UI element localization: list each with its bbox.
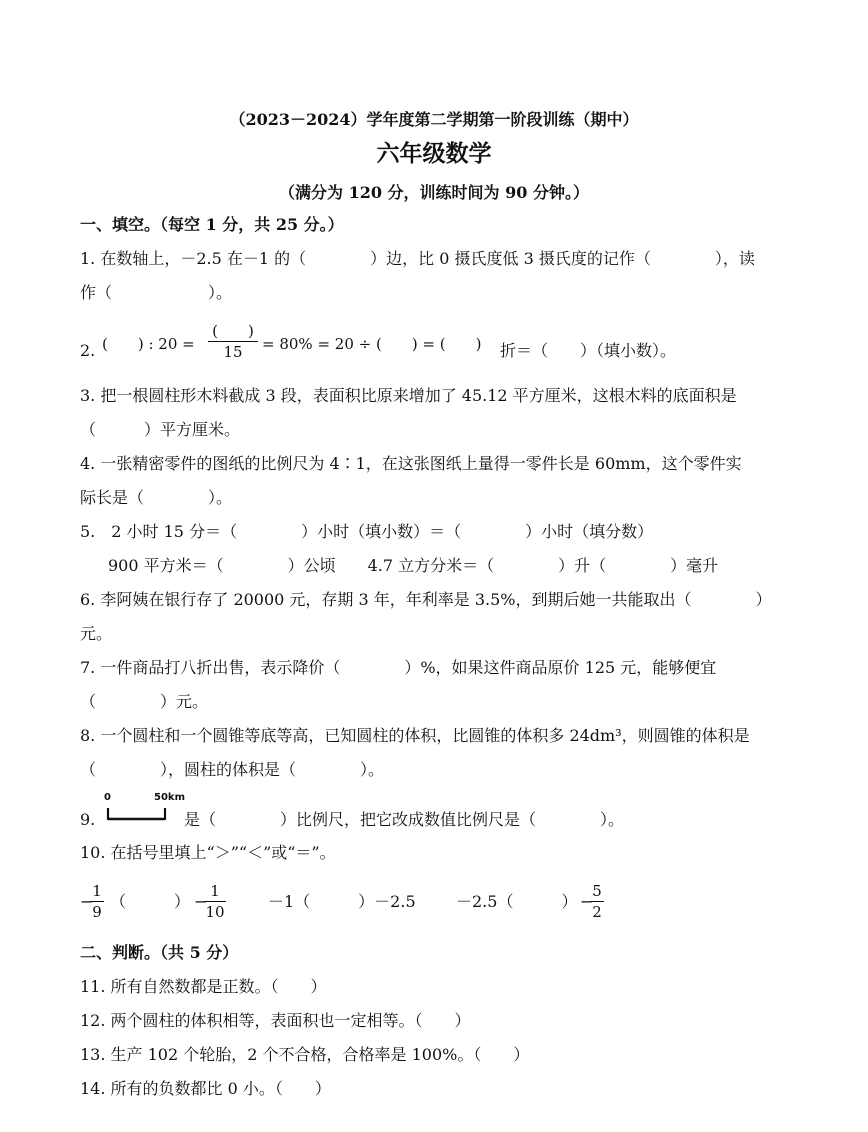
q3-line1: 3. 把一根圆柱形木料截成 3 段，表面积比原来增加了 45.12 平方厘米，这根木料的底面积是 (80, 386, 737, 405)
q10-comparison-4: －2.5（ ） (456, 892, 578, 911)
q10-frac2-numerator: 1 (210, 882, 220, 900)
q10-frac1-denominator: 9 (92, 903, 102, 921)
q2-equation: = 80% = 20 ÷ ( ) = ( ) (262, 335, 482, 353)
q10-comparison-3: －1（ ）－2.5 (268, 892, 416, 911)
q13: 13. 生产 102 个轮胎，2 个不合格，合格率是 100%。（ ） (80, 1045, 530, 1064)
q10-neg-sign-2: − (194, 892, 208, 911)
q7-line1: 7. 一件商品打八折出售，表示降价（ ）%，如果这件商品原价 125 元，能够便宜 (80, 658, 717, 677)
scale-bar-icon (104, 792, 184, 824)
scale-bar-graphic (104, 792, 184, 824)
q6-line2: 元。 (80, 624, 113, 643)
q1-line2: 作（ ）。 (80, 283, 233, 302)
page-title: 六年级数学 (376, 140, 492, 167)
q2-ratio: ( ) : 20 = (102, 335, 195, 353)
section2-heading: 二、判断。（共 5 分） (80, 943, 239, 962)
q2-number: 2. (80, 341, 96, 360)
q6-line1: 6. 李阿姨在银行存了 20000 元，存期 3 年，年利率是 3.5%，到期后她一共能取出（ ） (80, 590, 772, 609)
q2-fraction-numerator: ( ) (212, 322, 254, 340)
q8-line2: （ ），圆柱的体积是（ ）。 (80, 760, 385, 779)
q14: 14. 所有的负数都比 0 小。（ ） (80, 1079, 331, 1098)
q2-tail: 折＝（ ）（填小数）。 (500, 341, 677, 360)
q11: 11. 所有自然数都是正数。（ ） (80, 977, 327, 996)
q9-text: 是（ ）比例尺，把它改成数值比例尺是（ ）。 (184, 810, 625, 829)
q3-line2: （ ）平方厘米。 (80, 420, 241, 439)
fraction-bar (204, 901, 226, 902)
q10-line1: 10. 在括号里填上“＞”“＜”或“＝”。 (80, 843, 336, 862)
q5-line1: 5. 2 小时 15 分＝（ ）小时（填小数）＝（ ）小时（填分数） (80, 522, 654, 541)
q2-fraction (208, 322, 258, 361)
scale-left-label: 0 (104, 792, 111, 803)
q10-frac5-denominator: 2 (592, 903, 602, 921)
section1-heading: 一、填空。（每空 1 分，共 25 分。） (80, 215, 344, 234)
q10-blank-1: （ ） (110, 892, 191, 911)
fraction-bar (208, 341, 258, 342)
q10-frac1-numerator: 1 (92, 882, 102, 900)
exam-term: （2023－2024）学年度第二学期第一阶段训练（期中） (229, 110, 639, 129)
fraction-bar (590, 901, 604, 902)
fraction-bar (90, 901, 104, 902)
q7-line2: （ ）元。 (80, 692, 209, 711)
q1-line1: 1. 在数轴上，－2.5 在－1 的（ ）边，比 0 摄氏度低 3 摄氏度的记作（ ），读 (80, 249, 755, 268)
q4-line2: 际长是（ ）。 (80, 488, 233, 507)
q9-number: 9. (80, 810, 96, 829)
q10-fraction-2 (204, 882, 226, 921)
scale-right-label: 50km (154, 792, 185, 803)
q10-neg-sign-1: − (80, 892, 94, 911)
q10-fraction-5 (590, 882, 604, 921)
q8-line1: 8. 一个圆柱和一个圆锥等底等高，已知圆柱的体积，比圆锥的体积多 24dm³，则圆锥的体积是 (80, 726, 750, 745)
q5-line2: 900 平方米＝（ ）公顷 4.7 立方分米＝（ ）升（ ）毫升 (108, 556, 719, 575)
q10-frac5-numerator: 5 (592, 882, 602, 900)
exam-subtitle: （满分为 120 分，训练时间为 90 分钟。） (279, 183, 589, 202)
q10-neg-sign-5: − (580, 892, 594, 911)
q12: 12. 两个圆柱的体积相等，表面积也一定相等。（ ） (80, 1011, 471, 1030)
q2-fraction-denominator: 15 (223, 343, 243, 361)
q4-line1: 4. 一张精密零件的图纸的比例尺为 4∶1，在这张图纸上量得一零件长是 60mm，这个零件实 (80, 454, 742, 473)
q10-frac2-denominator: 10 (205, 903, 225, 921)
q10-fraction-1 (90, 882, 104, 921)
